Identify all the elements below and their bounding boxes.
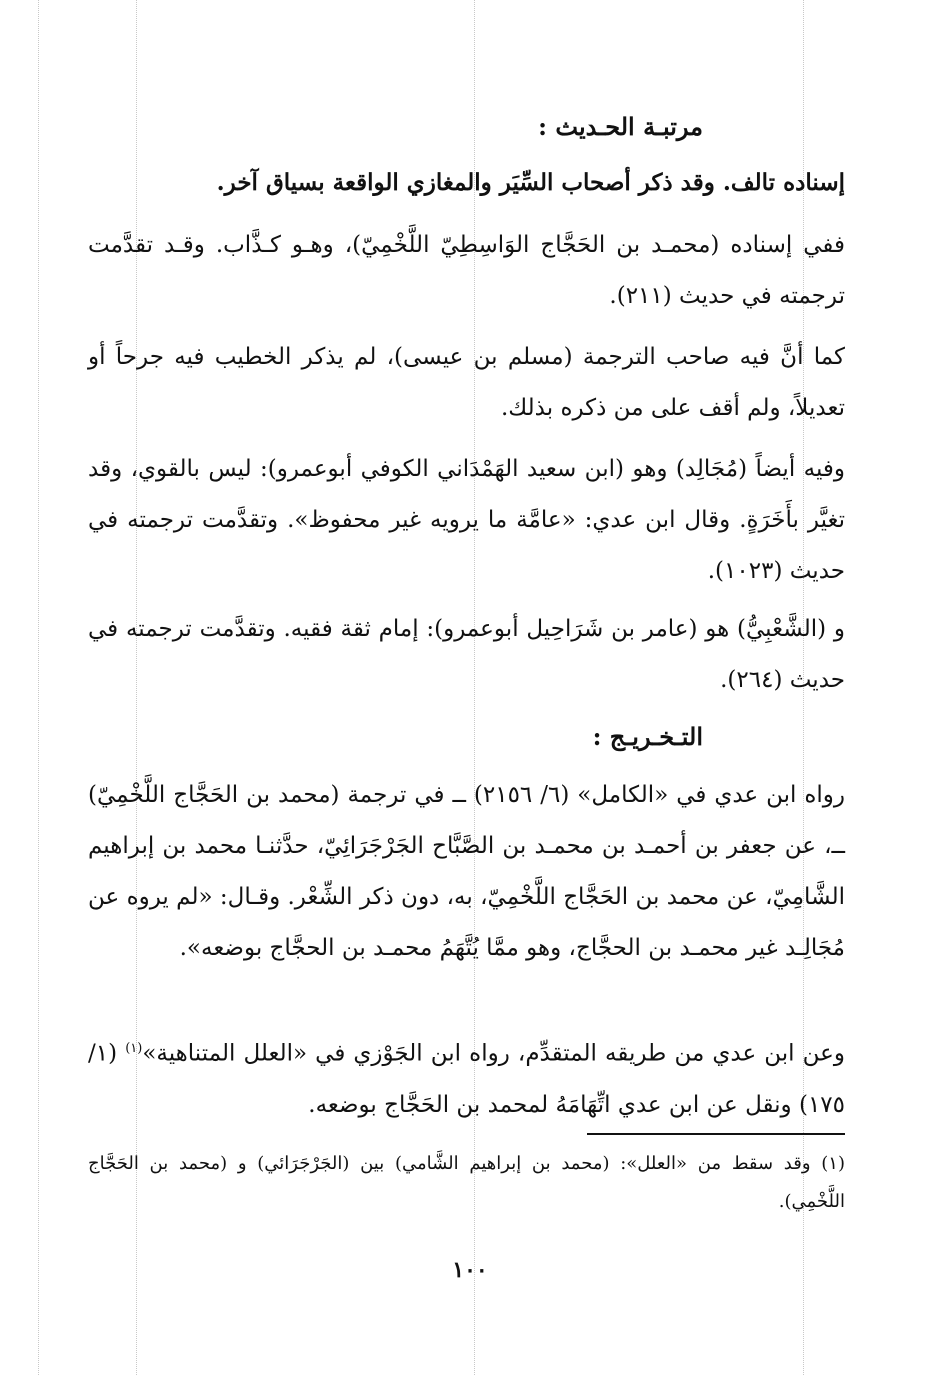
paragraph-3: وفيه أيضاً (مُجَالِد) وهو (ابن سعيد الهَمْدَاني الكوفي أبوعمرو): ليس بالقوي، وقد تغيَّر بأَخَرَةٍ. وقال ابن عدي: «عامَّة ما يرويه غير محفوظ». وتقدَّمت ترجمته في حديث (١٠٢٣). — [88, 456, 845, 584]
last-paragraph-end: (١/ ١٧٥) ونقل عن ابن عدي اتِّهَامَهُ لمحمد بن الحَجَّاج بوضعه. — [88, 1040, 845, 1118]
page-number: ١٠٠ — [452, 1257, 488, 1283]
section-heading-rank: مرتبـة الحـديث : — [538, 112, 703, 141]
footnote: (١) وقد سقط من «العلل»: (محمد بن إبراهيم الشَّامي) بين (الجَرْجَرَائي) و (محمد بن الحَجَّاج اللَّخْمِي). — [88, 1153, 845, 1212]
paragraph-3-block — [88, 444, 845, 597]
last-paragraph-main: وعن ابن عدي من طريقه المتقدِّم، رواه ابن الجَوْزي في «العلل المتناهية» — [142, 1040, 845, 1067]
section-heading-takhrij: التـخـريـج : — [592, 722, 703, 751]
paragraph-2-block — [88, 332, 845, 434]
footnote-divider — [587, 1133, 845, 1135]
paragraph-1-block — [88, 220, 845, 322]
takhrij-block — [88, 770, 845, 974]
paragraph-4: و (الشَّعْبِيُّ) هو (عامر بن شَرَاحِيل أبوعمرو): إمام ثقة فقيه. وتقدَّمت ترجمته في حديث (٢٦٤). — [88, 616, 845, 693]
last-paragraph-block — [88, 1023, 845, 1131]
summary-line: إسناده تالف. وقد ذكر أصحاب السِّيَر والمغازي الواقعة بسياق آخر. — [216, 169, 845, 196]
summary-block — [88, 163, 845, 203]
last-paragraph — [88, 1023, 845, 1131]
paragraph-4-block — [88, 604, 845, 706]
footnote-marker: (١) — [125, 1041, 143, 1056]
paragraph-1: ففي إسناده (محمـد بن الحَجَّاج الوَاسِطِيّ اللَّخْمِيّ)، وهـو كـذَّاب. وقـد تقدَّمت ترجمته في حديث (٢١١). — [88, 232, 845, 309]
paragraph-2: كما أنَّ فيه صاحب الترجمة (مسلم بن عيسى)، لم يذكر الخطيب فيه جرحاً أو تعديلاً، ولم أقف على من ذكره بذلك. — [88, 344, 845, 421]
scan-artifact-line — [38, 0, 39, 1375]
takhrij-paragraph: رواه ابن عدي في «الكامل» (٦/ ٢١٥٦) ــ في ترجمة (محمد بن الحَجَّاج اللَّخْمِيّ) ــ، عن جعفر بن أحمـد بن محمـد بن الصَّبَّاح الجَرْجَرَائِيّ، حدَّثنـا محمد بن إبراهيم الشَّامِيّ، عن محمد بن الحَجَّاج اللَّخْمِيّ، به، دون ذكر الشِّعْر. وقـال: «لم يروه عن مُجَالِـد غير محمـد بن الحجَّاج، وهو ممَّا يُتَّهَمُ محمـد بن الحجَّاج بوضعه». — [88, 782, 845, 961]
